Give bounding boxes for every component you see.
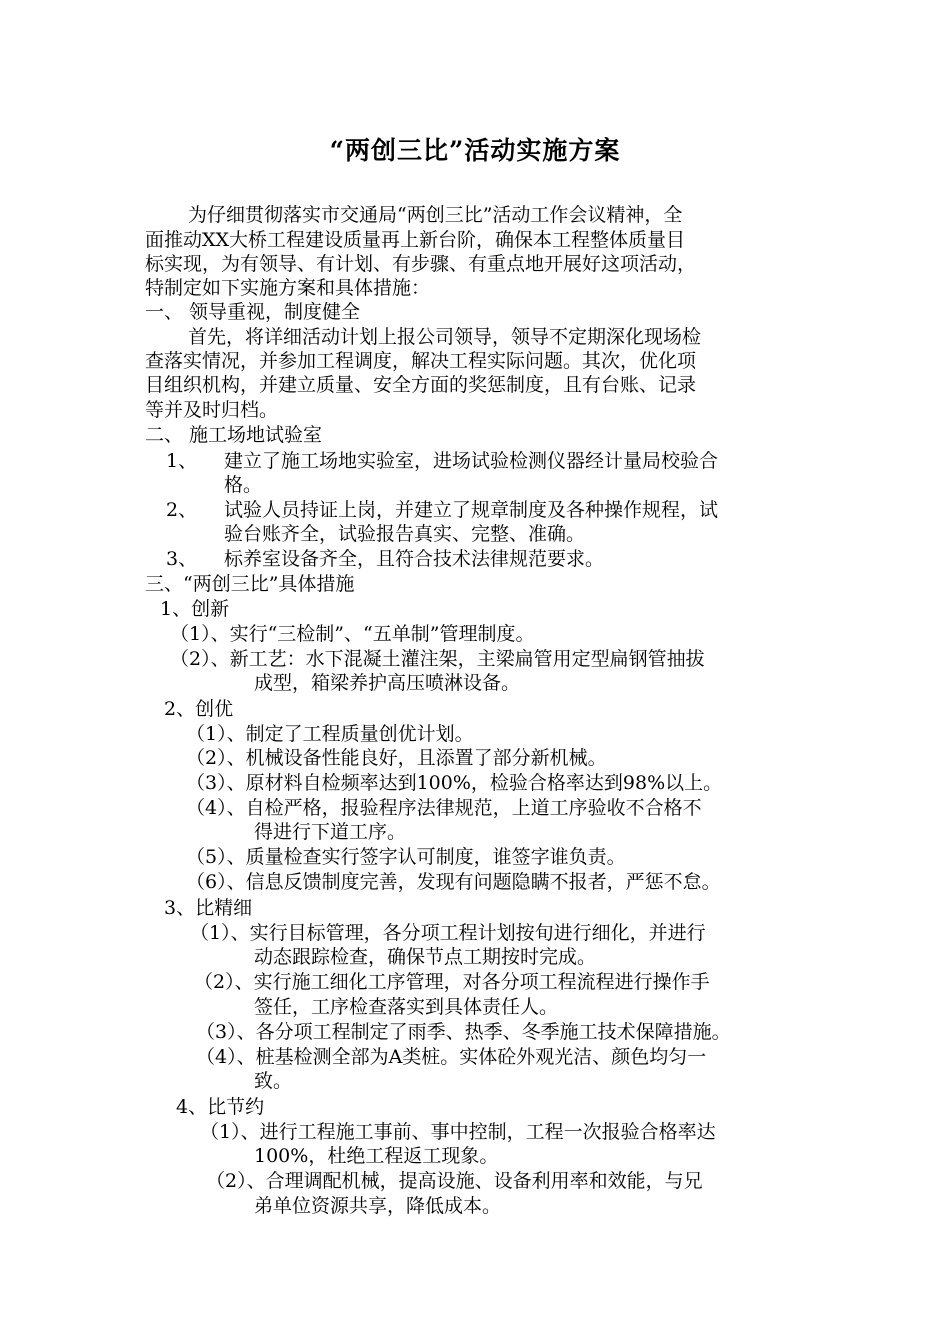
subsection-heading: 3、比精细 xyxy=(164,897,253,919)
list-item: 签任，工序检查落实到具体责任人。 xyxy=(254,996,559,1018)
list-item: （1）、进行工程施工事前、事中控制，工程一次报验合格率达 xyxy=(200,1121,716,1143)
list-item: 100%，杜绝工程返工现象。 xyxy=(254,1145,499,1167)
section-body-line: 等并及时归档。 xyxy=(145,399,279,421)
list-item: （3）、各分项工程制定了雨季、热季、冬季施工技术保障措施。 xyxy=(196,1021,731,1043)
section-heading: 三、“两创三比”具体措施 xyxy=(145,573,355,595)
subsection-heading: 4、比节约 xyxy=(176,1096,265,1118)
list-item: 标养室设备齐全，且符合技术法律规范要求。 xyxy=(224,548,605,570)
list-item-number: 1、 xyxy=(166,450,198,472)
list-item: 动态跟踪检查，确保节点工期按时完成。 xyxy=(254,946,597,968)
intro-line: 为仔细贯彻落实市交通局“两创三比”活动工作会议精神，全 xyxy=(188,204,683,226)
list-item: 验台账齐全，试验报告真实、完整、准确。 xyxy=(224,523,586,545)
list-item: （1）、实行目标管理，各分项工程计划按旬进行细化，并进行 xyxy=(190,922,706,944)
section-body-line: 目组织机构，并建立质量、安全方面的奖惩制度，且有台账、记录 xyxy=(145,374,697,396)
list-item: （1）、制定了工程质量创优计划。 xyxy=(186,723,474,745)
list-item: 得进行下道工序。 xyxy=(254,821,407,843)
list-item: 建立了施工场地实验室，进场试验检测仪器经计量局校验合 xyxy=(224,450,719,472)
list-item: （2）、合理调配机械，提高设施、设备利用率和效能，与兄 xyxy=(206,1170,703,1192)
list-item: 试验人员持证上岗，并建立了规章制度及各种操作规程，试 xyxy=(224,499,719,521)
section-body-line: 首先，将详细活动计划上报公司领导，领导不定期深化现场检 xyxy=(188,326,702,348)
intro-line: 标实现，为有领导、有计划、有步骤、有重点地开展好这项活动， xyxy=(145,253,697,275)
list-item: （4）、自检严格，报验程序法律规范，上道工序验收不合格不 xyxy=(186,797,702,819)
list-item: （2）、实行施工细化工序管理，对各分项工程流程进行操作手 xyxy=(194,971,710,993)
list-item: （3）、原材料自检频率达到100%，检验合格率达到98%以上。 xyxy=(186,772,723,794)
list-item: 致。 xyxy=(254,1070,293,1092)
section-body-line: 查落实情况，并参加工程调度，解决工程实际问题。其次，优化项 xyxy=(145,350,697,372)
list-item: （6）、信息反馈制度完善，发现有问题隐瞒不报者，严惩不怠。 xyxy=(186,871,721,893)
subsection-heading: 2、创优 xyxy=(164,698,234,720)
page-title: “两创三比”活动实施方案 xyxy=(329,136,621,165)
section-heading: 一、 领导重视，制度健全 xyxy=(145,301,361,323)
list-item: （5）、质量检查实行签字认可制度，谁签字谁负责。 xyxy=(186,846,626,868)
list-item: （2）、新工艺：水下混凝土灌注架，主梁扁管用定型扁钢管抽拔 xyxy=(170,648,705,670)
list-item-number: 2、 xyxy=(166,499,198,521)
list-item: 成型，箱梁养护高压喷淋设备。 xyxy=(254,672,521,694)
list-item: （2）、机械设备性能良好，且添置了部分新机械。 xyxy=(186,747,607,769)
list-item: 弟单位资源共享，降低成本。 xyxy=(254,1195,502,1217)
intro-line: 面推动XX大桥工程建设质量再上新台阶，确保本工程整体质量目 xyxy=(145,229,686,251)
section-heading: 二、 施工场地试验室 xyxy=(145,424,323,446)
list-item: 格。 xyxy=(224,474,263,496)
list-item: （4）、桩基检测全部为A类桩。实体砼外观光洁、颜色均匀一 xyxy=(196,1046,707,1068)
subsection-heading: 1、创新 xyxy=(160,598,230,620)
intro-line: 特制定如下实施方案和具体措施： xyxy=(145,277,431,299)
list-item: （1）、实行“三检制”、“五单制”管理制度。 xyxy=(170,623,535,645)
list-item-number: 3、 xyxy=(166,548,198,570)
